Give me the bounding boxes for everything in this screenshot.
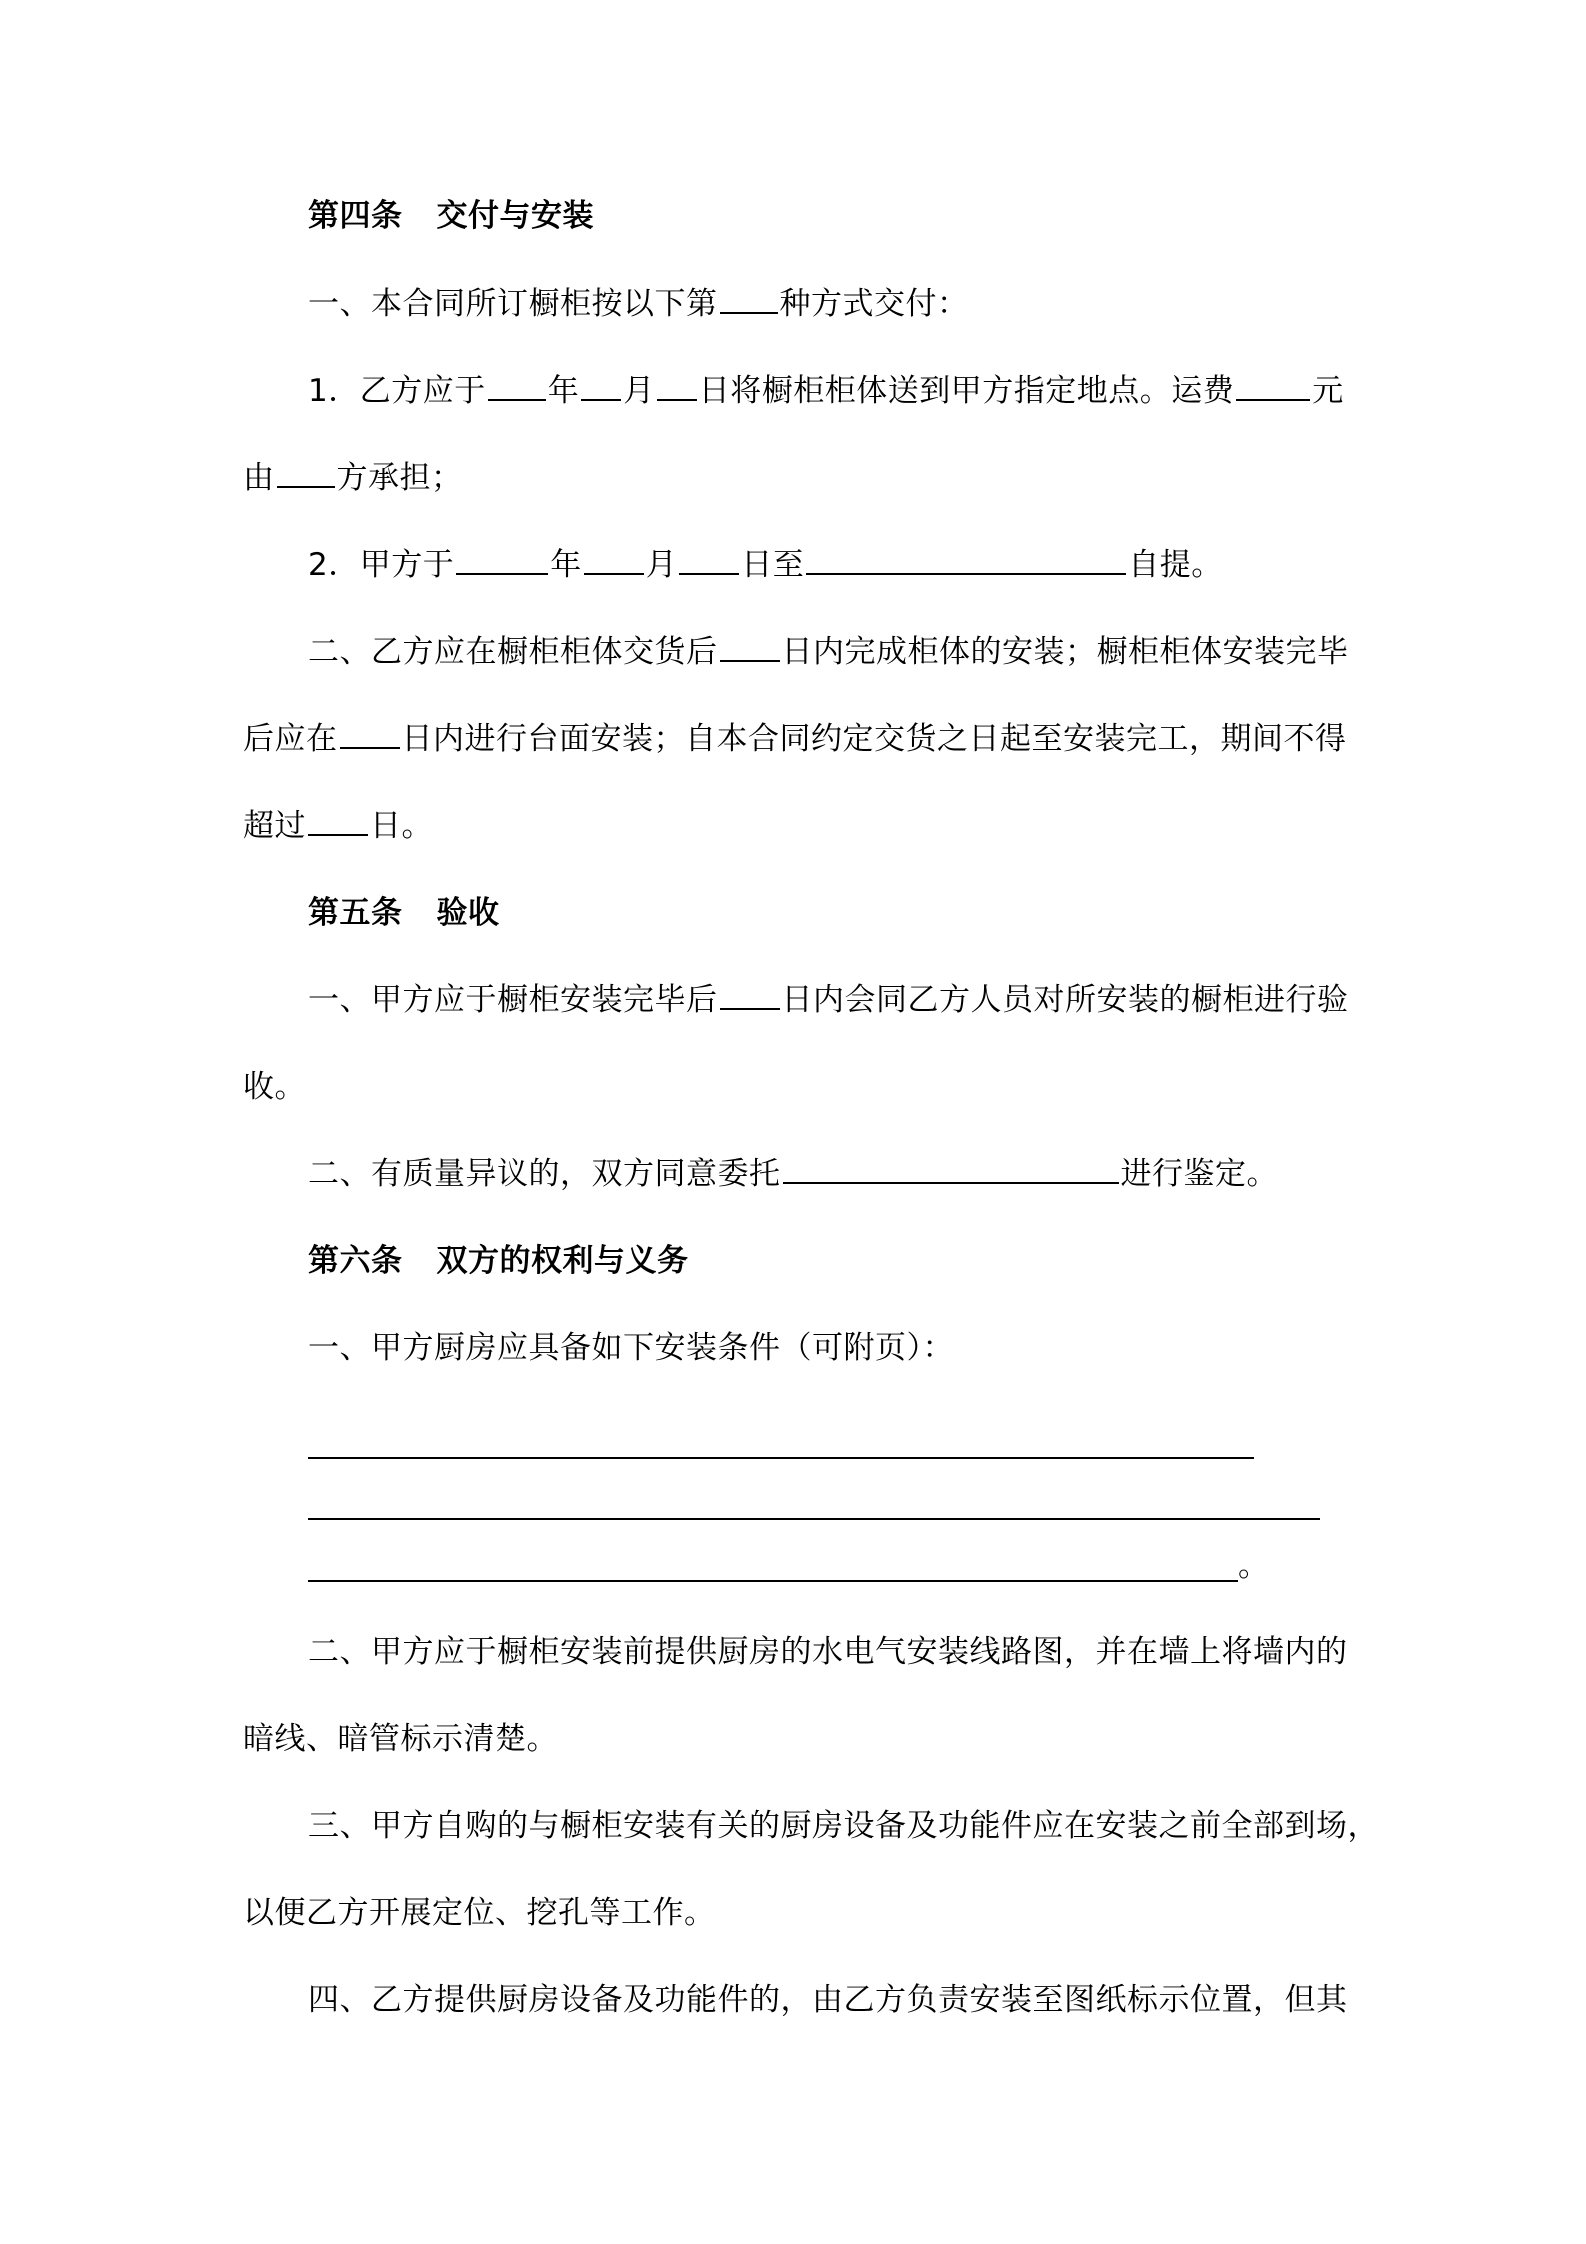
clause-text: 暗线、暗管标示清楚。 (243, 1721, 558, 1757)
article-5-title: 验收 (436, 895, 500, 931)
blank-days[interactable] (720, 978, 780, 1010)
clause-text: 元 (1312, 373, 1344, 409)
blank-day[interactable] (679, 543, 739, 575)
blank-delivery-method[interactable] (720, 282, 778, 314)
blank-days[interactable] (340, 717, 400, 749)
article-4-item-1 (308, 369, 1359, 413)
blank-year[interactable] (456, 543, 548, 575)
article-4-clause-2 (308, 630, 1359, 674)
blank-month[interactable] (584, 543, 644, 575)
clause-text: 超过 (243, 808, 306, 844)
blank-month[interactable] (581, 369, 621, 401)
article-5-clause-1 (308, 978, 1359, 1022)
article-5-number: 第五条 (308, 895, 403, 931)
clause-text: 年 (547, 373, 580, 409)
clause-text: 一、甲方厨房应具备如下安装条件（可附页）： (308, 1330, 954, 1366)
article-4-clause-2-cont2 (243, 804, 1359, 848)
article-4-clause-2-cont (243, 717, 1359, 761)
blank-pickup-location[interactable] (806, 543, 1126, 575)
clause-text: 2．甲方于 (308, 547, 455, 583)
clause-text: 一、本合同所订橱柜按以下第 (308, 286, 718, 322)
article-4-item-2 (308, 543, 1359, 587)
clause-text: 1．乙方应于 (308, 373, 486, 409)
clause-text: 收。 (243, 1069, 306, 1105)
article-6-clause-2 (308, 1630, 1359, 1674)
article-4-item-1-cont (243, 456, 1359, 500)
fill-line-1[interactable] (308, 1457, 1254, 1459)
clause-text: 进行鉴定。 (1120, 1156, 1278, 1192)
article-4-title: 交付与安装 (436, 198, 594, 234)
blank-freight-party[interactable] (277, 456, 335, 488)
clause-text: 月 (623, 373, 655, 409)
clause-text: 由 (243, 460, 275, 496)
clause-text: 以便乙方开展定位、挖孔等工作。 (243, 1895, 716, 1931)
clause-text: 二、有质量异议的，双方同意委托 (308, 1156, 781, 1192)
clause-text: 自提。 (1128, 547, 1223, 583)
article-6-heading (308, 1239, 1359, 1283)
article-4-number: 第四条 (308, 198, 403, 234)
fill-line-end-mark: 。 (1238, 1548, 1269, 1584)
clause-text: 二、甲方应于橱柜安装前提供厨房的水电气安装线路图，并在墙上将墙内的 (308, 1634, 1348, 1670)
clause-text: 一、甲方应于橱柜安装完毕后 (308, 982, 718, 1018)
article-5-clause-2 (308, 1152, 1359, 1196)
fill-line-2[interactable] (308, 1518, 1320, 1520)
blank-day[interactable] (657, 369, 697, 401)
blank-days[interactable] (720, 630, 780, 662)
article-6-clause-4 (308, 1978, 1359, 2022)
article-6-clause-3-cont (243, 1891, 1359, 1935)
blank-freight[interactable] (1236, 369, 1310, 401)
article-6-clause-1 (308, 1326, 1359, 1370)
blank-appraisal-agency[interactable] (783, 1152, 1119, 1184)
clause-text: 日将橱柜柜体送到甲方指定地点。运费 (698, 373, 1235, 409)
clause-text: 日内进行台面安装；自本合同约定交货之日起至安装完工，期间不得 (401, 721, 1347, 757)
clause-text: 年 (550, 547, 582, 583)
article-4-clause-1 (308, 282, 1359, 326)
article-5-clause-1-cont (243, 1065, 1359, 1109)
blank-days[interactable] (308, 804, 368, 836)
article-6-clause-3 (308, 1804, 1379, 1848)
clause-text: 日至 (741, 547, 805, 583)
article-6-title: 双方的权利与义务 (436, 1243, 689, 1279)
clause-text: 月 (645, 547, 678, 583)
blank-year[interactable] (488, 369, 546, 401)
clause-text: 方承担； (336, 460, 463, 496)
clause-text: 三、甲方自购的与橱柜安装有关的厨房设备及功能件应在安装之前全部到场， (308, 1808, 1379, 1844)
article-5-heading (308, 891, 1359, 935)
clause-text: 四、乙方提供厨房设备及功能件的，由乙方负责安装至图纸标示位置，但其 (308, 1982, 1348, 2018)
article-6-number: 第六条 (308, 1243, 403, 1279)
clause-text: 日。 (370, 808, 433, 844)
clause-text: 日内会同乙方人员对所安装的橱柜进行验 (781, 982, 1349, 1018)
article-6-clause-2-cont (243, 1717, 1359, 1761)
clause-text: 日内完成柜体的安装；橱柜柜体安装完毕 (781, 634, 1349, 670)
article-4-heading (308, 194, 1359, 238)
clause-text: 种方式交付： (779, 286, 969, 322)
clause-text: 后应在 (243, 721, 338, 757)
clause-text: 二、乙方应在橱柜柜体交货后 (308, 634, 718, 670)
fill-line-3[interactable] (308, 1580, 1238, 1582)
